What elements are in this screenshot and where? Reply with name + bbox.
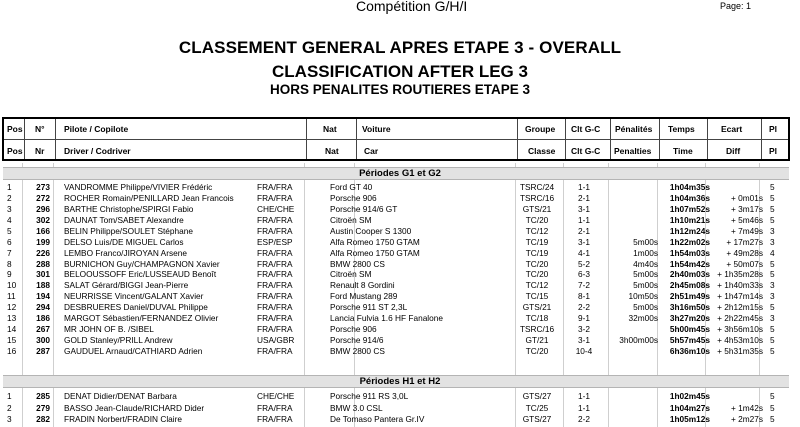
table-row [0,237,800,247]
cell-time-gap: + 3h56m10s [717,324,763,335]
cell-group-class: TSRC/16 [519,192,555,203]
cell-class-rank: 6-3 [578,269,590,280]
cell-total-time: 1h04m36s [669,192,710,203]
cell-total-time: 2h45m08s [669,280,710,291]
cell-class-rank: 3-2 [578,324,590,335]
table-row [0,302,800,312]
cell-position: 16 [7,345,17,356]
cell-car-model: Alfa Romeo 1750 GTAM [330,236,420,247]
cell-driver-codriver: GAUDUEL Arnaud/CATHIARD Adrien [64,345,203,356]
cell-group-class: TC/20 [525,258,549,269]
header-separator [659,119,660,159]
cell-position: 15 [7,335,17,346]
cell-penalties: 5m00s [633,302,658,313]
cell-time-gap: + 50m07s [726,258,763,269]
table-row [0,193,800,203]
cell-nationality: FRA/FRA [257,291,293,302]
cell-place: 5 [770,182,775,192]
cell-place: 5 [770,258,775,269]
cell-driver-codriver: BARTHE Christophe/SPIRGI Fabio [64,203,194,214]
cell-position: 2 [7,402,12,413]
cell-group-class: TC/20 [525,345,549,356]
header-separator [707,119,708,159]
cell-car-number: 199 [36,236,50,247]
table-row [0,335,800,345]
cell-driver-codriver: BURNICHON Guy/CHAMPAGNON Xavier [64,258,220,269]
cell-nationality: FRA/FRA [257,214,293,225]
cell-time-gap: + 3m17s [730,203,763,214]
cell-driver-codriver: SALAT Gérard/BIGGI Jean-Pierre [64,280,189,291]
header-nat: Nat [325,146,339,156]
cell-nationality: FRA/FRA [257,182,293,192]
cell-car-model: Renault 8 Gordini [330,280,395,291]
cell-car-number: 287 [36,345,50,356]
cell-total-time: 1h22m02s [669,236,710,247]
cell-penalties: 10m50s [628,291,658,302]
header-nat: Nat [323,124,337,134]
cell-nationality: FRA/FRA [257,402,293,413]
cell-car-model: Ford Mustang 289 [330,291,398,302]
cell-place: 3 [770,313,775,324]
cell-driver-codriver: BELIN Philippe/SOULET Stéphane [64,225,193,236]
cell-class-rank: 5-2 [578,258,590,269]
section-title: Périodes G1 et G2 [359,168,441,179]
cell-time-gap: + 1m42s [730,402,763,413]
cell-position: 8 [7,258,12,269]
cell-total-time: 1h54m42s [669,258,710,269]
cell-driver-codriver: BASSO Jean-Claude/RICHARD Dider [64,402,205,413]
cell-nationality: FRA/FRA [257,414,293,424]
table-row [0,226,800,236]
header-driver: Pilote / Copilote [64,124,129,134]
cell-driver-codriver: DAUNAT Tom/SABET Alexandre [64,214,184,225]
cell-group-class: TC/18 [525,313,549,324]
header-separator [55,119,56,159]
cell-place: 3 [770,280,775,291]
cell-class-rank: 3-1 [578,236,590,247]
cell-class-rank: 2-1 [578,192,590,203]
cell-car-model: Porsche 911 RS 3,0L [330,391,409,401]
cell-total-time: 5h57m45s [669,335,710,346]
cell-group-class: TC/25 [525,402,549,413]
table-row [0,248,800,258]
cell-class-rank: 8-1 [578,291,590,302]
cell-place: 5 [770,203,775,214]
header-separator [517,119,518,159]
title-french: CLASSEMENT GENERAL APRES ETAPE 3 - OVERALL [178,38,622,57]
cell-total-time: 1h12m24s [669,225,710,236]
cell-class-rank: 3-1 [578,203,590,214]
header-time: Time [673,146,693,156]
cell-car-number: 166 [36,225,50,236]
header-nr: Nr [35,146,45,156]
cell-car-model: Porsche 914/6 [330,335,384,346]
table-row [0,259,800,269]
cell-car-model: Citroën SM [330,269,372,280]
cell-position: 6 [7,236,12,247]
header-clt: Clt G-C [571,146,601,156]
cell-nationality: FRA/FRA [257,324,293,335]
cell-group-class: GT/21 [525,335,549,346]
cell-time-gap: + 4h53m10s [717,335,763,346]
cell-total-time: 1h04m35s [669,182,710,192]
cell-time-gap: + 2m27s [730,414,763,424]
cell-car-number: 282 [36,414,50,424]
cell-class-rank: 1-1 [578,214,590,225]
header-pl: Pl [769,124,778,134]
cell-nationality: FRA/FRA [257,313,293,324]
cell-class-rank: 2-2 [578,414,590,424]
cell-driver-codriver: FRADIN Norbert/FRADIN Claire [64,414,183,424]
cell-driver-codriver: NEURRISSE Vincent/GALANT Xavier [64,291,204,302]
header-separator [24,119,25,159]
cell-driver-codriver: GOLD Stanley/PRILL Andrew [64,335,173,346]
cell-time-gap: + 49m28s [726,247,763,258]
cell-time-gap: + 1h35m28s [717,269,763,280]
cell-nationality: FRA/FRA [257,269,293,280]
cell-car-model: BMW 2800 CS [330,345,385,356]
cell-position: 11 [7,291,16,302]
cell-car-number: 296 [36,203,50,214]
cell-total-time: 1h10m21s [669,214,710,225]
header-separator [565,119,566,159]
cell-time-gap: + 5m46s [730,214,763,225]
cell-place: 5 [770,335,775,346]
cell-driver-codriver: DENAT Didier/DENAT Barbara [64,391,177,401]
cell-car-number: 300 [36,335,50,346]
cell-group-class: TC/19 [525,247,549,258]
cell-nationality: FRA/FRA [257,302,293,313]
cell-nationality: FRA/FRA [257,192,293,203]
table-row [0,414,800,424]
cell-driver-codriver: LEMBO Franco/JIROYAN Arsene [64,247,187,258]
cell-driver-codriver: DESBRUERES Daniel/DUVAL Philippe [64,302,208,313]
cell-position: 10 [7,280,17,291]
cell-car-number: 288 [36,258,50,269]
cell-time-gap: + 2h22m45s [717,313,763,324]
cell-class-rank: 9-1 [578,313,590,324]
table-row [0,391,800,401]
cell-car-number: 272 [36,192,50,203]
cell-place: 5 [770,214,775,225]
cell-total-time: 1h05m12s [669,414,710,424]
cell-car-number: 267 [36,324,50,335]
cell-total-time: 1h04m27s [669,402,710,413]
table-row [0,403,800,413]
cell-place: 5 [770,192,775,203]
cell-group-class: GTS/21 [522,302,552,313]
cell-position: 12 [7,302,17,313]
table-row [0,313,800,323]
table-row [0,215,800,225]
cell-car-number: 226 [36,247,50,258]
page-top [0,0,800,16]
cell-time-gap: + 17m27s [726,236,763,247]
page-number: Page: 1 [720,1,752,11]
cell-penalties: 3h00m00s [619,335,658,346]
cell-group-class: TC/15 [525,291,549,302]
header-pl: Pl [769,146,778,156]
cell-position: 1 [7,182,12,192]
header-divider [4,139,788,140]
table-row [0,324,800,334]
cell-position: 14 [7,324,17,335]
cell-group-class: GTS/27 [522,391,552,401]
cell-car-model: Porsche 911 ST 2,3L [330,302,408,313]
cell-place: 5 [770,324,775,335]
header-separator [356,119,357,159]
cell-position: 3 [7,203,12,214]
cell-position: 2 [7,192,12,203]
title-english: CLASSIFICATION AFTER LEG 3 [272,62,528,81]
cell-car-model: De Tomaso Pantera Gr.IV [330,414,425,424]
header-clt: Clt G-C [571,124,601,134]
cell-time-gap: + 1h47m14s [717,291,763,302]
cell-group-class: TC/20 [525,214,549,225]
cell-nationality: USA/GBR [257,335,295,346]
cell-time-gap: + 0m01s [730,192,763,203]
cell-position: 9 [7,269,12,280]
cell-car-number: 302 [36,214,50,225]
cell-group-class: TC/12 [525,225,549,236]
cell-group-class: GTS/27 [522,414,552,424]
cell-total-time: 2h51m49s [669,291,710,302]
cell-place: 5 [770,345,775,356]
header-car: Car [364,146,379,156]
cell-car-number: 186 [36,313,50,324]
cell-car-number: 279 [36,402,50,413]
header-diff: Diff [726,146,741,156]
cell-driver-codriver: BELOOUSSOFF Eric/LUSSEAUD Benoît [64,269,217,280]
header-penalties: Pénalités [615,124,653,134]
cell-class-rank: 3-1 [578,335,590,346]
cell-car-number: 294 [36,302,50,313]
header-penalties: Penalties [614,146,652,156]
cell-total-time: 1h54m03s [669,247,710,258]
cell-car-model: Ford GT 40 [330,182,373,192]
cell-total-time: 1h02m45s [669,391,710,401]
cell-position: 4 [7,214,12,225]
header-separator [306,119,307,159]
cell-car-model: Lancia Fulvia 1.6 HF Fanalone [330,313,443,324]
cell-car-model: Citroën SM [330,214,372,225]
cell-total-time: 3h27m20s [669,313,710,324]
cell-nationality: FRA/FRA [257,258,293,269]
table-row [0,346,800,356]
cell-place: 4 [770,247,775,258]
competition-label: Compétition G/H/I [356,0,468,14]
cell-total-time: 5h00m45s [669,324,710,335]
cell-position: 1 [7,391,12,401]
cell-position: 3 [7,414,12,424]
header-time: Temps [668,124,695,134]
cell-nationality: CHE/CHE [257,203,295,214]
cell-nationality: FRA/FRA [257,345,293,356]
header-separator [761,119,762,159]
cell-place: 5 [770,402,775,413]
cell-class-rank: 7-2 [578,280,590,291]
table-row [0,269,800,279]
header-nr: N° [35,124,45,134]
cell-position: 5 [7,225,12,236]
header-car: Voiture [362,124,391,134]
cell-car-number: 188 [36,280,50,291]
cell-time-gap: + 1h40m33s [717,280,763,291]
cell-place: 5 [770,269,775,280]
cell-car-number: 301 [36,269,50,280]
cell-total-time: 3h16m50s [669,302,710,313]
cell-time-gap: + 2h12m15s [717,302,763,313]
cell-car-model: Porsche 906 [330,324,377,335]
cell-driver-codriver: DELSO Luis/DE MIGUEL Carlos [64,236,184,247]
cell-driver-codriver: VANDROMME Philippe/VIVIER Frédéric [64,182,213,192]
cell-position: 13 [7,313,17,324]
cell-car-model: Porsche 906 [330,192,377,203]
cell-group-class: TC/19 [525,236,549,247]
cell-place: 5 [770,391,775,401]
cell-driver-codriver: ROCHER Romain/PENILLARD Jean Francois [64,192,234,203]
cell-group-class: TC/20 [525,269,549,280]
cell-nationality: ESP/ESP [257,236,293,247]
column-header-box [2,117,790,161]
cell-class-rank: 2-2 [578,302,590,313]
cell-penalties: 1m00s [633,247,658,258]
cell-class-rank: 10-4 [575,345,593,356]
cell-car-model: Austin Cooper S 1300 [330,225,412,236]
cell-nationality: FRA/FRA [257,280,293,291]
table-row [0,204,800,214]
cell-time-gap: + 5h31m35s [717,345,763,356]
cell-class-rank: 4-1 [578,247,590,258]
cell-place: 5 [770,302,775,313]
cell-group-class: TC/12 [525,280,549,291]
cell-time-gap: + 7m49s [730,225,763,236]
cell-penalties: 5m00s [633,280,658,291]
table-row [0,182,800,192]
cell-class-rank: 1-1 [578,402,590,413]
cell-group-class: GTS/21 [522,203,552,214]
cell-car-number: 194 [36,291,50,302]
cell-driver-codriver: MR JOHN OF B. /SIBEL [64,324,154,335]
cell-class-rank: 1-1 [578,391,590,401]
header-class: Classe [528,146,556,156]
cell-total-time: 2h40m03s [669,269,710,280]
section-title: Périodes H1 et H2 [359,376,441,387]
header-pos: Pos [7,124,23,134]
cell-car-model: Porsche 914/6 GT [330,203,398,214]
cell-place: 3 [770,291,775,302]
cell-total-time: 6h36m10s [669,345,710,356]
cell-car-model: BMW 3.0 CSL [330,402,383,413]
cell-penalties: 4m40s [633,258,658,269]
header-driver: Driver / Codriver [64,146,131,156]
cell-nationality: FRA/FRA [257,247,293,258]
cell-place: 3 [770,236,775,247]
cell-car-number: 273 [36,182,50,192]
table-row [0,291,800,301]
cell-nationality: FRA/FRA [257,225,293,236]
cell-penalties: 32m00s [628,313,658,324]
subtitle: HORS PENALITES ROUTIERES ETAPE 3 [269,82,531,97]
header-gap: Ecart [721,124,743,134]
cell-group-class: TSRC/24 [519,182,555,192]
cell-car-number: 285 [36,391,50,401]
cell-class-rank: 1-1 [578,182,590,192]
cell-position: 7 [7,247,12,258]
cell-car-model: BMW 2800 CS [330,258,385,269]
cell-penalties: 5m00s [633,269,658,280]
cell-car-model: Alfa Romeo 1750 GTAM [330,247,420,258]
header-pos: Pos [7,146,23,156]
cell-group-class: TSRC/16 [519,324,555,335]
cell-place: 5 [770,414,775,424]
cell-place: 3 [770,225,775,236]
table-row [0,280,800,290]
cell-class-rank: 2-1 [578,225,590,236]
cell-driver-codriver: MARGOT Sébastien/FERNANDEZ Olivier [64,313,219,324]
header-separator [610,119,611,159]
header-group: Groupe [525,124,556,134]
cell-penalties: 5m00s [633,236,658,247]
cell-total-time: 1h07m52s [669,203,710,214]
cell-nationality: CHE/CHE [257,391,295,401]
